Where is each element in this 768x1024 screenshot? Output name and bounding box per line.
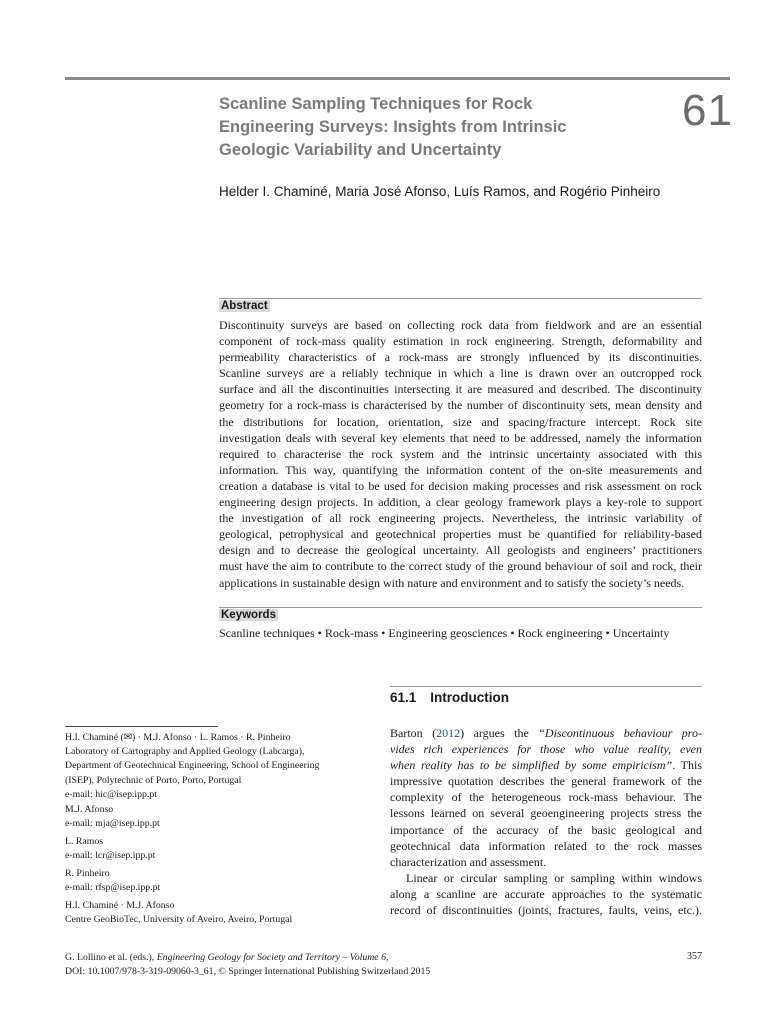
intro-quote: when reality has to be simplified by some empiricism” — [390, 758, 673, 773]
keywords-label: Keywords — [221, 609, 276, 621]
email-link[interactable]: e-mail: mja@isep.ipp.pt — [65, 818, 160, 830]
email-link[interactable]: e-mail: rfsp@isep.ipp.pt — [65, 882, 161, 894]
abstract-line: design and to decrease the geological uncertainty. All geologists and engineers’ practitioners — [219, 543, 702, 558]
abstract-line: surface and all the discontinuities intersecting it are measured and described. The discontinuity — [219, 382, 702, 397]
intro-line: lessons learned on several geoengineering projects stress the — [390, 806, 702, 821]
section-heading — [390, 690, 509, 705]
intro-line — [390, 757, 702, 773]
abstract-line: geometry for a rock-mass is characterised by the number of discontinuity sets, mean density and — [219, 398, 702, 413]
abstract-line: engineering design projects. In addition, a clear geology framework plays a key-role to support — [219, 495, 702, 510]
author-list: Helder I. Chaminé, Maria José Afonso, Luís Ramos, and Rogério Pinheiro — [219, 184, 661, 199]
email-link[interactable]: e-mail: lcr@isep.ipp.pt — [65, 850, 156, 862]
affiliation-line: L. Ramos — [65, 836, 104, 847]
abstract-line: component of rock-mass quality estimation in rock engineering. Strength, deformability and — [219, 334, 702, 349]
abstract-line: the investigation of all rock engineering projects. Nevertheless, the intrinsic variability of — [219, 511, 702, 526]
affiliation-block — [65, 731, 365, 802]
chapter-number: 61 — [682, 86, 733, 135]
affiliation-block — [65, 899, 365, 927]
affiliation-line: Laboratory of Cartography and Applied Geology (Labcarga), — [65, 746, 305, 758]
abstract-line: the distributions for location, orientation, size and spacing/fracture intercept. Rock site — [219, 414, 702, 429]
affiliation-line: (ISEP), Polytechnic of Porto, Porto, Portugal — [65, 774, 242, 786]
abstract-line: geological, petrophysical and geotechnical properties must be quantified for reliability-based — [219, 527, 702, 542]
top-rule — [65, 77, 730, 80]
intro-line — [390, 741, 702, 757]
abstract-label: Abstract — [221, 300, 268, 312]
intro-quote: “Discontinuous behaviour pro- — [538, 726, 702, 740]
intro-quote: vides rich experiences for those who value reality, even — [390, 742, 702, 757]
abstract-line: investigation deals with several key elements that need to be addressed, namely the information — [219, 430, 702, 445]
section-rule — [390, 686, 702, 687]
title-line: Geologic Variability and Uncertainty — [219, 141, 502, 159]
citation-year-link[interactable]: 2012 — [436, 726, 461, 740]
affiliation-line: H.I. Chaminé · M.J. Afonso — [65, 900, 175, 911]
introduction-body — [390, 725, 702, 918]
affiliation-line: Department of Geotechnical Engineering, School of Engineering — [65, 760, 320, 772]
intro-line: Linear or circular sampling or sampling within windows — [406, 870, 702, 885]
page-number: 357 — [687, 951, 702, 962]
abstract-line: required to characterise the rock system and the intrinsic uncertainty associated with this — [219, 446, 702, 461]
abstract-line: creation a database is vital to be used for decision making processes and risk assessment on rock — [219, 478, 702, 493]
section-number: 61.1 — [390, 690, 417, 705]
title-line: Scanline Sampling Techniques for Rock — [219, 95, 533, 113]
intro-line: importance of the accuracy of the basic geological and — [390, 822, 702, 837]
abstract-line: Scanline surveys are a reliably technique in which a line is drawn over an outcropped rock — [219, 366, 702, 381]
abstract-line: information. This way, quantifying the information content of the on-site measurements and — [219, 462, 702, 477]
footer-text: , — [386, 952, 389, 963]
intro-text: . This — [672, 758, 702, 773]
chapter-title — [219, 93, 659, 162]
footnote-rule — [65, 726, 218, 727]
affiliation-line: H.I. Chaminé (✉) · M.J. Afonso · L. Ramos · R. Pinheiro — [65, 732, 291, 743]
keywords-rule — [219, 607, 702, 608]
footer-text: G. Lollino et al. (eds.), — [65, 952, 155, 963]
intro-text: argues the — [473, 726, 529, 740]
intro-line: impressive quotation describes the general framework of the — [390, 774, 702, 789]
affiliation-line: Centre GeoBioTec, University of Aveiro, Aveiro, Portugal — [65, 914, 293, 926]
affiliation-line: R. Pinheiro — [65, 868, 110, 879]
abstract-line: Discontinuity surveys are based on collecting rock data from fieldwork and are an essential — [219, 318, 702, 332]
abstract-rule — [219, 298, 702, 299]
abstract-line: applications in sustainable design with nature and environment and to satisfy the society’s needs. — [219, 575, 685, 590]
affiliation-line: M.J. Afonso — [65, 804, 114, 815]
footer-line: DOI: 10.1007/978-3-319-09060-3_61, © Springer International Publishing Switzerland 2015 — [65, 966, 431, 978]
abstract-line: must have the aim to contribute to the correct study of the ground behaviour of soil and rock, their — [219, 559, 702, 574]
intro-line: complexity of the heterogeneous rock-mass behaviour. The — [390, 790, 702, 805]
abstract-body — [219, 317, 702, 591]
intro-line: along a scanline are accurate approaches to the systematic — [390, 886, 702, 901]
affiliation-block — [65, 803, 365, 831]
book-title: Engineering Geology for Society and Territory – Volume 6 — [156, 952, 386, 963]
intro-line: Barton (2012) argues the “Discontinuous behaviour pro- — [390, 726, 702, 740]
footer-line — [65, 951, 430, 965]
citation-footer — [65, 951, 430, 979]
intro-line: record of discontinuities (joints, fractures, faults, veins, etc.). — [390, 903, 702, 918]
keywords-text: Scanline techniques • Rock-mass • Engineering geosciences • Rock engineering • Uncertainty — [219, 626, 670, 640]
citation-author: Barton — [390, 726, 423, 740]
abstract-line: permeability characteristics of a rock-mass are strongly influenced by its discontinuities. — [219, 350, 702, 365]
section-title: Introduction — [430, 690, 510, 705]
email-link[interactable]: e-mail: hic@isep.ipp.pt — [65, 788, 158, 800]
intro-line: geotechnical data information related to the rock masses — [390, 838, 702, 853]
affiliation-block — [65, 835, 365, 863]
title-line: Engineering Surveys: Insights from Intrinsic — [219, 118, 567, 136]
intro-line: characterization and assessment. — [390, 854, 547, 869]
affiliation-block — [65, 867, 365, 895]
